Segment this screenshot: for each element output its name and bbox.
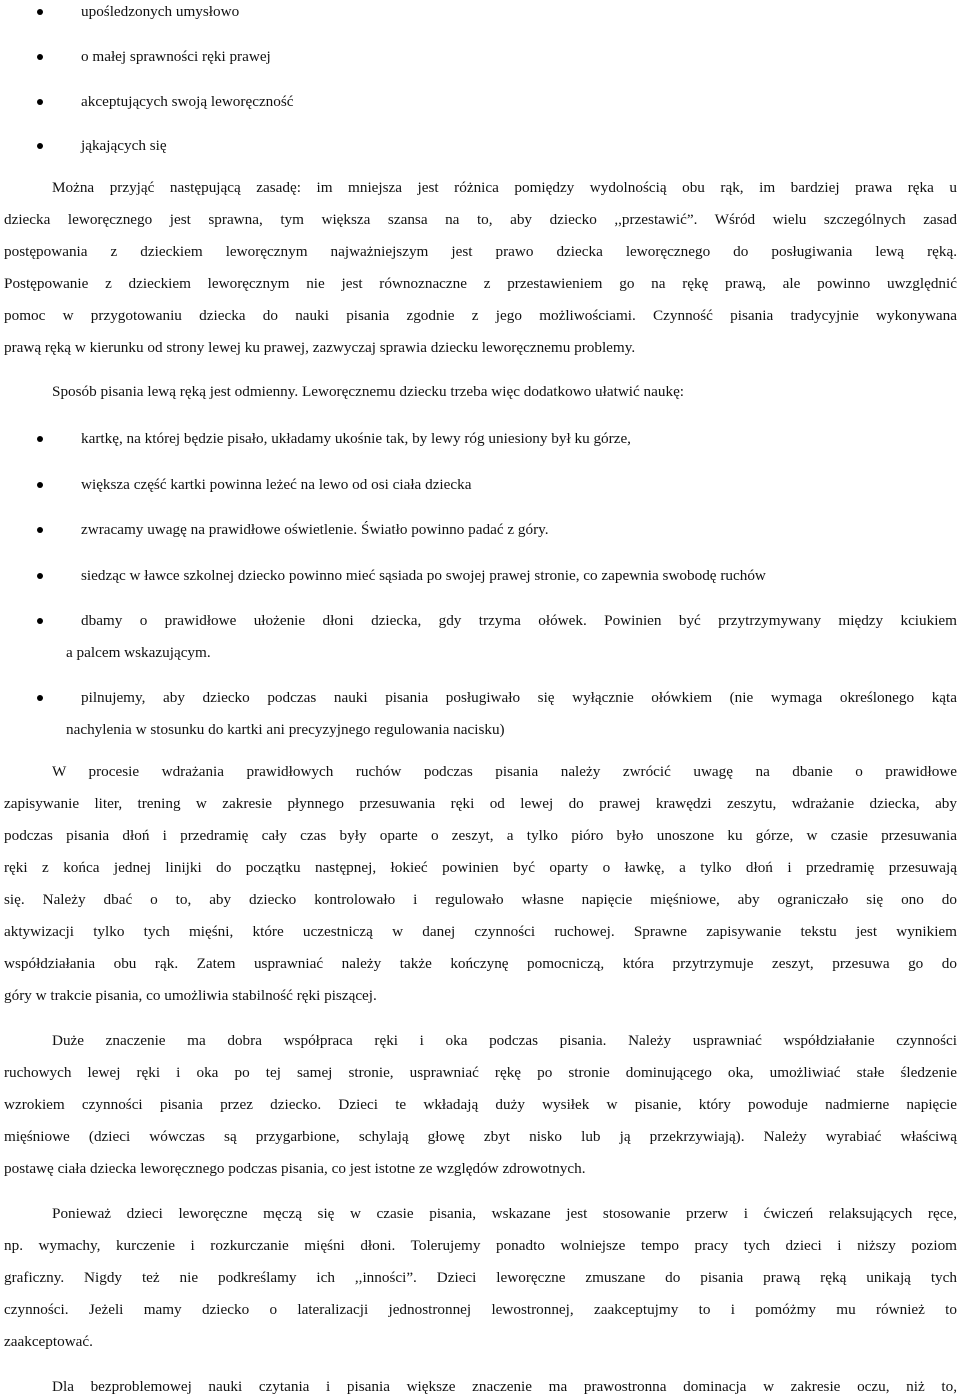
paragraph-line: np. wymachy, kurczenie i rozkurczanie mięśni dłoni. Tolerujemy ponadto wolniejsze tempo pracy tych dzieci i niższy poziom [4, 1237, 957, 1254]
list-item-text: siedząc w ławce szkolnej dziecko powinno mieć sąsiada po swojej prawej stronie, co zapewnia swobodę ruchów [81, 567, 766, 584]
bullet-icon [37, 618, 43, 624]
list-item-text: nachylenia w stosunku do kartki ani precyzyjnego regulowania nacisku) [66, 721, 505, 738]
bullet-icon [37, 527, 43, 533]
paragraph-line: ręki z końca jednej linijki do początku następnej, łokieć powinien być oparty o ławkę, a tylko dłoń i przedramię przesuwają [4, 859, 957, 876]
paragraph-2: Sposób pisania lewą ręką jest odmienny. Leworęcznemu dziecku trzeba więc dodatkowo ułatwić naukę: [52, 383, 685, 400]
bullet-icon [37, 54, 43, 60]
list-item-text: jąkających się [81, 137, 167, 154]
paragraph-line: zapisywanie liter, trening w zakresie płynnego przesuwania ręki od lewej do prawej krawędzi zeszytu, wdrażanie dziecka, aby [4, 795, 957, 812]
paragraph-line: zaakceptować. [4, 1333, 93, 1350]
paragraph-line: podczas pisania dłoń i przedramię cały czas były oparte o zeszyt, a tylko pióro było unoszone ku górze, w czasie przesuwania [4, 827, 957, 844]
paragraph-line: graficzny. Nigdy też nie podkreślamy ich ,,inności”. Dzieci leworęczne zmuszane do pisania prawą ręką unikają tych [4, 1269, 957, 1286]
paragraph-6: Dla bezproblemowej nauki czytania i pisania większe znaczenie ma prawostronna dominacja w zakresie oczu, niż to, [52, 1378, 957, 1395]
paragraph-line: aktywizacji tylko tych mięśni, które uczestniczą w danej czynności ruchowej. Sprawne zapisywanie tekstu jest wynikiem [4, 923, 957, 940]
paragraph-line: prawą ręką w kierunku od strony lewej ku prawej, zazwyczaj sprawia dziecku leworęcznemu problemy. [4, 339, 636, 356]
bullet-icon [37, 436, 43, 442]
list-item-text: dbamy o prawidłowe ułożenie dłoni dziecka, gdy trzyma ołówek. Powinien być przytrzymywany między kciukiem [81, 612, 957, 629]
list-item-text: większa część kartki powinna leżeć na lewo od osi ciała dziecka [81, 476, 472, 493]
bullet-icon [37, 143, 43, 149]
paragraph-line: Duże znaczenie ma dobra współpraca ręki i oka podczas pisania. Należy usprawniać współdziałanie czynności [52, 1032, 957, 1049]
bullet-icon [37, 99, 43, 105]
paragraph-line: Ponieważ dzieci leworęczne męczą się w czasie pisania, wskazane jest stosowanie przerw i ćwiczeń relaksujących ręce, [52, 1205, 957, 1222]
paragraph-line: W procesie wdrażania prawidłowych ruchów podczas pisania należy zwrócić uwagę na dbanie o prawidłowe [52, 763, 957, 780]
bullet-icon [37, 482, 43, 488]
paragraph-line: Postępowanie z dzieckiem leworęcznym nie jest równoznaczne z przestawieniem go na rękę prawą, ale powinno uwzględnić [4, 275, 957, 292]
paragraph-line: wzrokiem czynności pisania przez dziecko. Dzieci te wkładają duży wysiłek w pisanie, który powoduje nadmierne napięcie [4, 1096, 957, 1113]
bullet-icon [37, 573, 43, 579]
list-item-text: a palcem wskazującym. [66, 644, 211, 661]
paragraph-line: dziecka leworęcznego jest sprawna, tym większa szansa na to, aby dziecko ,,przestawić”. Wśród wielu szczególnych zasad [4, 211, 957, 228]
list-item-text: kartkę, na której będzie pisało, układamy ukośnie tak, by lewy róg uniesiony był ku górze, [81, 430, 631, 447]
paragraph-line: postępowania z dzieckiem leworęcznym najważniejszym jest prawo dziecka leworęcznego do posługiwania lewą ręką. [4, 243, 957, 260]
list-item-text: akceptujących swoją leworęczność [81, 93, 294, 110]
list-item-text: upośledzonych umysłowo [81, 3, 240, 20]
bullet-icon [37, 9, 43, 15]
paragraph-line: współdziałania obu rąk. Zatem usprawniać należy także kończynę pomocniczą, która przytrzymuje zeszyt, przesuwa go do [4, 955, 957, 972]
paragraph-line: góry w trakcie pisania, co umożliwia stabilność ręki piszącej. [4, 987, 377, 1004]
paragraph-line: się. Należy dbać o to, aby dziecko kontrolowało i regulowało własne napięcie mięśniowe, aby ograniczało się ono do [4, 891, 957, 908]
paragraph-line: Można przyjąć następującą zasadę: im mniejsza jest różnica pomiędzy wydolnością obu rąk, im bardziej prawa ręka u [52, 179, 957, 196]
paragraph-line: czynności. Jeżeli mamy dziecko o lateralizacji jednostronnej lewostronnej, zaakceptujmy to i pomóżmy mu również to [4, 1301, 957, 1318]
paragraph-line: pomoc w przygotowaniu dziecka do nauki pisania zgodnie z jego możliwościami. Czynność pisania tradycyjnie wykonywana [4, 307, 957, 324]
paragraph-line: ruchowych lewej ręki i oka po tej samej stronie, usprawniać rękę po stronie dominującego oka, umożliwiać stałe śledzenie [4, 1064, 957, 1081]
paragraph-line: postawę ciała dziecka leworęcznego podczas pisania, co jest istotne ze względów zdrowotnych. [4, 1160, 586, 1177]
bullet-icon [37, 695, 43, 701]
list-item-text: zwracamy uwagę na prawidłowe oświetlenie. Światło powinno padać z góry. [81, 521, 549, 538]
list-item-text: pilnujemy, aby dziecko podczas nauki pisania posługiwało się wyłącznie ołówkiem (nie wymaga określonego kąta [81, 689, 957, 706]
list-item-text: o małej sprawności ręki prawej [81, 48, 271, 65]
paragraph-line: mięśniowe (dzieci wówczas są przygarbione, schylają głowę zbyt nisko lub ją przekrzywiają). Należy wyrabiać właściwą [4, 1128, 957, 1145]
